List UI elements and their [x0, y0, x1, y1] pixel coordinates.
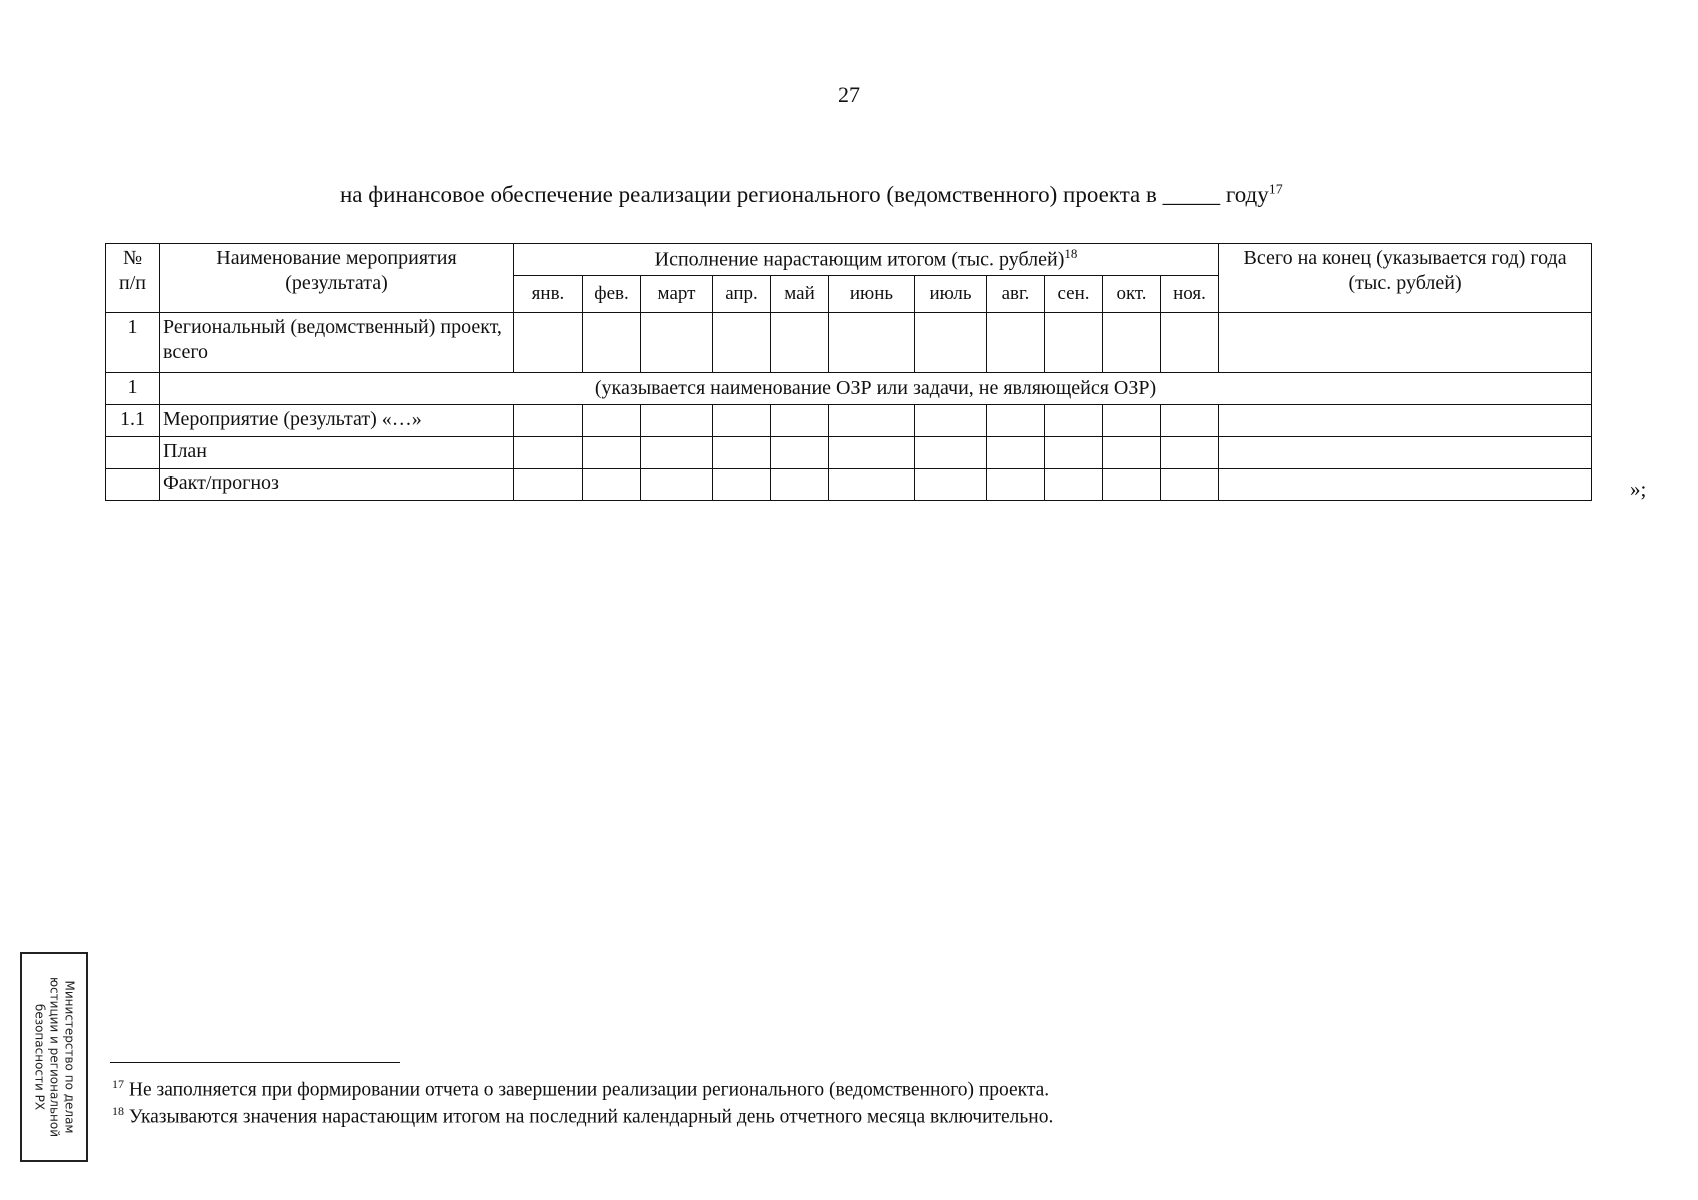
execution-footnote-ref: 18 [1064, 246, 1078, 261]
table-row-plan [106, 436, 1592, 468]
column-header-execution-text: Исполнение нарастающим итогом (тыс. рублей) [654, 248, 1065, 271]
footnote-17 [112, 1077, 1049, 1102]
month-header-jun: июнь [829, 275, 915, 312]
value-cell[interactable] [1161, 436, 1219, 468]
value-cell[interactable] [713, 404, 771, 436]
stamp-line-2: юстиции и региональной [47, 976, 62, 1138]
stamp-line-3: безопасности РХ [32, 1003, 47, 1111]
value-cell[interactable] [915, 436, 987, 468]
row-number: 1 [106, 312, 160, 372]
value-cell[interactable] [583, 312, 641, 372]
row-name: Мероприятие (результат) «…» [160, 404, 514, 436]
value-cell[interactable] [1103, 404, 1161, 436]
row-name: Факт/прогноз [160, 468, 514, 500]
value-cell[interactable] [1103, 312, 1161, 372]
column-header-name: Наименование мероприятия (результата) [160, 244, 514, 313]
form-heading-text: на финансовое обеспечение реализации регионального (ведомственного) проекта в _____ году [340, 182, 1269, 207]
value-cell[interactable] [713, 468, 771, 500]
section-label: (указывается наименование ОЗР или задачи, не являющейся ОЗР) [160, 372, 1592, 404]
value-cell[interactable] [1103, 468, 1161, 500]
row-number [106, 436, 160, 468]
table-row-project-total [106, 312, 1592, 372]
heading-footnote-ref: 17 [1268, 182, 1283, 198]
column-header-execution [514, 244, 1219, 276]
month-header-jul: июль [915, 275, 987, 312]
month-header-jan: янв. [514, 275, 583, 312]
value-cell[interactable] [987, 312, 1045, 372]
form-heading [340, 182, 1283, 208]
value-cell[interactable] [713, 436, 771, 468]
value-cell[interactable] [987, 468, 1045, 500]
month-header-mar: март [641, 275, 713, 312]
value-cell[interactable] [713, 312, 771, 372]
value-cell[interactable] [987, 436, 1045, 468]
stamp-text [32, 957, 77, 1157]
value-cell[interactable] [771, 468, 829, 500]
value-cell[interactable] [583, 436, 641, 468]
value-cell[interactable] [829, 436, 915, 468]
ministry-stamp [20, 952, 88, 1162]
month-header-aug: авг. [987, 275, 1045, 312]
total-value-cell[interactable] [1219, 436, 1592, 468]
value-cell[interactable] [915, 404, 987, 436]
value-cell[interactable] [1103, 436, 1161, 468]
footnote-ref: 18 [112, 1104, 124, 1118]
value-cell[interactable] [514, 436, 583, 468]
row-number: 1.1 [106, 404, 160, 436]
month-header-apr: апр. [713, 275, 771, 312]
value-cell[interactable] [771, 404, 829, 436]
value-cell[interactable] [583, 404, 641, 436]
value-cell[interactable] [915, 312, 987, 372]
column-header-number-line1: № [122, 247, 143, 269]
page-number: 27 [838, 82, 860, 107]
footnote-ref: 17 [112, 1077, 124, 1091]
table-row-fact [106, 468, 1592, 500]
column-header-number [106, 244, 160, 313]
month-header-feb: фев. [583, 275, 641, 312]
column-header-total: Всего на конец (указывается год) года (тыс. рублей) [1219, 244, 1592, 313]
value-cell[interactable] [987, 404, 1045, 436]
total-value-cell[interactable] [1219, 468, 1592, 500]
total-value-cell[interactable] [1219, 404, 1592, 436]
value-cell[interactable] [829, 312, 915, 372]
month-header-may: май [771, 275, 829, 312]
value-cell[interactable] [583, 468, 641, 500]
value-cell[interactable] [641, 436, 713, 468]
value-cell[interactable] [514, 404, 583, 436]
value-cell[interactable] [1161, 404, 1219, 436]
value-cell[interactable] [915, 468, 987, 500]
value-cell[interactable] [641, 312, 713, 372]
value-cell[interactable] [641, 468, 713, 500]
value-cell[interactable] [829, 468, 915, 500]
total-value-cell[interactable] [1219, 312, 1592, 372]
footnote-18 [112, 1104, 1053, 1129]
value-cell[interactable] [829, 404, 915, 436]
value-cell[interactable] [1045, 436, 1103, 468]
footnote-separator [110, 1062, 400, 1063]
month-header-sep: сен. [1045, 275, 1103, 312]
value-cell[interactable] [771, 436, 829, 468]
table-row-activity [106, 404, 1592, 436]
value-cell[interactable] [771, 312, 829, 372]
value-cell[interactable] [1161, 468, 1219, 500]
row-number: 1 [106, 372, 160, 404]
stamp-line-1: Министерство по делам [62, 980, 77, 1134]
row-name: План [160, 436, 514, 468]
closing-quote-mark: »; [1630, 477, 1647, 501]
value-cell[interactable] [1045, 468, 1103, 500]
financial-report-table [105, 243, 1592, 501]
value-cell[interactable] [641, 404, 713, 436]
month-header-nov: ноя. [1161, 275, 1219, 312]
value-cell[interactable] [1045, 312, 1103, 372]
row-number [106, 468, 160, 500]
column-header-number-line2: п/п [119, 272, 146, 294]
footnote-text: Не заполняется при формировании отчета о завершении реализации регионального (ведомственного) проекта. [128, 1079, 1050, 1101]
table-row-section [106, 372, 1592, 404]
value-cell[interactable] [1045, 404, 1103, 436]
value-cell[interactable] [1161, 312, 1219, 372]
header-row-main [106, 244, 1592, 276]
footnote-text: Указываются значения нарастающим итогом на последний календарный день отчетного месяца включительно. [128, 1106, 1054, 1128]
value-cell[interactable] [514, 312, 583, 372]
row-name: Региональный (ведомственный) проект, всего [160, 312, 514, 372]
value-cell[interactable] [514, 468, 583, 500]
month-header-oct: окт. [1103, 275, 1161, 312]
